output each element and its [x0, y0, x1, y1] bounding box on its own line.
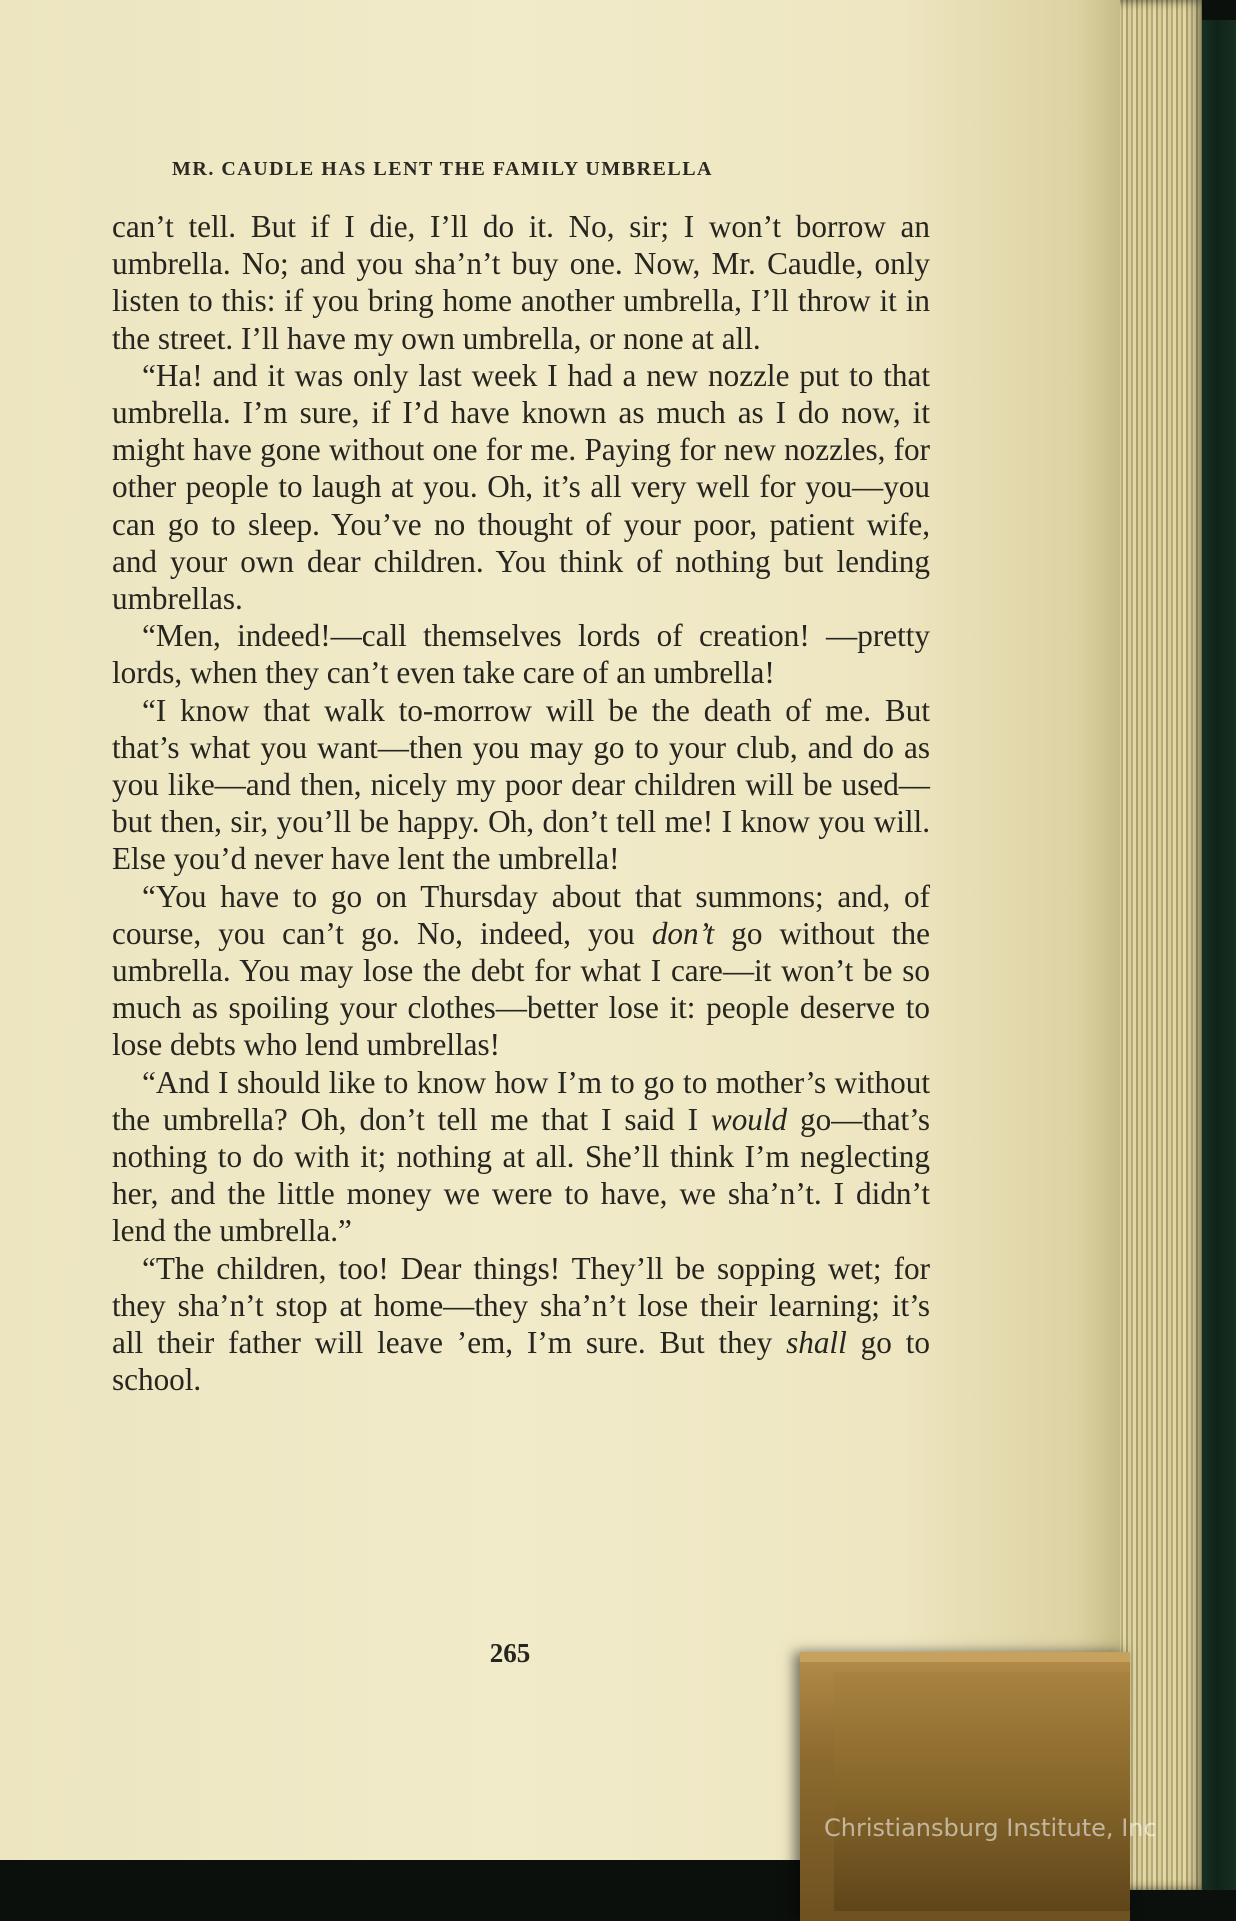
paragraph-text: “The children, too! Dear things! They’ll be sopping wet; for they sha’n’t stop at home—they sha’n’t lose their learning; it’s all their father will leave ’em, I’m sure. But they — [112, 1250, 930, 1361]
paragraph-text: “And I should like to know how I’m to go to mother’s without the umbrella? Oh, don’t tell me that I said I — [112, 1064, 930, 1137]
running-head: MR. CAUDLE HAS LENT THE FAMILY UMBRELLA — [172, 158, 713, 180]
paragraph — [112, 1250, 930, 1399]
paragraph-text: go to school. — [112, 1325, 930, 1398]
paragraph-text: go without the umbrella. You may lose the debt for what I care—it won’t be so much as spoiling your clothes—better lose it: people deserve to lose debts who lend umbrellas! — [112, 915, 930, 1063]
paragraph: can’t tell. But if I die, I’ll do it. No, sir; I won’t borrow an umbrella. No; and you sha’n’t buy one. Now, Mr. Caudle, only listen to this: if you bring home another umbrella, I’ll throw it in the street. I’ll have my own umbrella, or none at all. — [112, 209, 930, 356]
paragraph — [112, 878, 930, 1064]
italic-word: shall — [786, 1325, 847, 1361]
watermark: Christiansburg Institute, Inc — [824, 1814, 1157, 1842]
paragraph — [112, 1064, 930, 1250]
paragraph: “Men, indeed!—call themselves lords of creation! —pretty lords, when they can’t even take care of an umbrella! — [112, 618, 930, 691]
paragraph: “I know that walk to-morrow will be the death of me. But that’s what you want—then you may go to your club, and do as you like—and then, nicely my poor dear children will be used—but then, sir, you’ll be happy. Oh, don’t tell me! I know you will. Else you’d never have lent the umbrella! — [112, 692, 930, 877]
paragraph-text: go—that’s nothing to do with it; nothing at all. She’ll think I’m neglecting her, and the little money we were to have, we sha’n’t. I didn’t lend the umbrella.” — [112, 1101, 931, 1249]
italic-word: don’t — [651, 915, 715, 951]
page-number: 265 — [489, 1638, 531, 1668]
body-text — [112, 208, 930, 1399]
book-stand-front — [834, 1672, 1130, 1911]
italic-word: would — [710, 1101, 788, 1137]
paragraph-text: “You have to go on Thursday about that summons; and, of course, you can’t go. No, indeed, you — [112, 878, 930, 951]
paragraph: “Ha! and it was only last week I had a new nozzle put to that umbrella. I’m sure, if I’d have known as much as I do now, it might have gone without one for me. Paying for new nozzles, for other people to laugh at you. Oh, it’s all very well for you—you can go to sleep. You’ve no thought of your poor, patient wife, and your own dear children. You think of nothing but lending umbrellas. — [112, 357, 930, 617]
